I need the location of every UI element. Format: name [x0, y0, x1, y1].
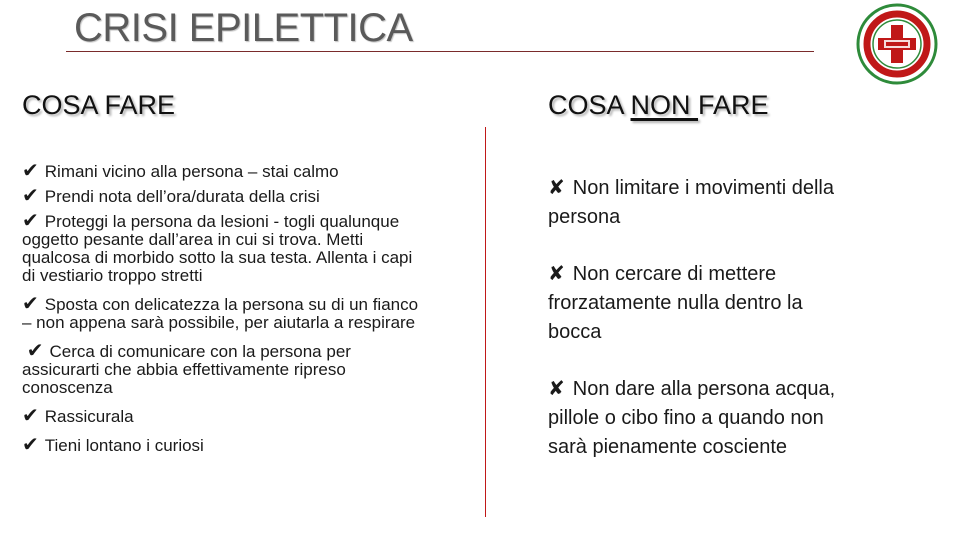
- list-item: [22, 407, 422, 426]
- list-item: [548, 174, 848, 232]
- title-divider: [66, 51, 814, 52]
- list-item: [22, 436, 422, 455]
- dont-item-text: Non cercare di mettere frorzatamente nulla dentro la bocca: [548, 263, 803, 343]
- list-item: [22, 212, 422, 285]
- organization-logo-icon: [856, 3, 938, 85]
- list-item: [22, 295, 422, 332]
- check-icon: ✔: [22, 160, 39, 182]
- do-list: [22, 162, 422, 461]
- do-item-text: Sposta con delicatezza la persona su di un fianco – non appena sarà possibile, per aiutarla a respirare: [22, 295, 419, 332]
- cross-icon: ✘: [548, 378, 565, 400]
- dont-item-text: Non dare alla persona acqua, pillole o cibo fino a quando non sarà pienamente cosciente: [548, 378, 836, 458]
- do-item-text: Proteggi la persona da lesioni - togli qualunque oggetto pesante dall’area in cui si trova. Metti qualcosa di morbido sotto la sua testa. Allenta i capi di vestiario troppo stretti: [22, 212, 413, 285]
- do-item-text: Tieni lontano i curiosi: [44, 436, 204, 455]
- list-item: [548, 375, 848, 462]
- do-item-text: Cerca di comunicare con la persona per assicurarti che abbia effettivamente ripreso conoscenza: [22, 342, 351, 397]
- dont-heading-prefix: COSA: [548, 90, 631, 120]
- do-item-text: Rassicurala: [44, 407, 134, 426]
- dont-list: [548, 174, 848, 490]
- check-icon: ✔: [22, 210, 39, 232]
- list-item: [548, 260, 848, 347]
- check-icon: ✔: [22, 405, 39, 427]
- dont-heading-emphasis: NON: [630, 90, 699, 120]
- list-item: [22, 162, 422, 181]
- page-title: CRISI EPILETTICA: [74, 6, 413, 50]
- do-heading: COSA FARE: [22, 90, 176, 120]
- check-icon: ✔: [22, 434, 39, 456]
- check-icon: ✔: [22, 293, 39, 315]
- cross-icon: ✘: [548, 177, 565, 199]
- check-icon: ✔: [22, 185, 39, 207]
- do-item-text: Rimani vicino alla persona – stai calmo: [44, 162, 339, 181]
- cross-icon: ✘: [548, 263, 565, 285]
- list-item: [22, 187, 422, 206]
- dont-heading-suffix: FARE: [698, 90, 769, 120]
- list-item: [22, 342, 422, 397]
- dont-item-text: Non limitare i movimenti della persona: [548, 177, 834, 228]
- column-divider: [485, 127, 486, 517]
- do-item-text: Prendi nota dell’ora/durata della crisi: [44, 187, 320, 206]
- dont-heading: [548, 90, 769, 121]
- check-icon: ✔: [26, 340, 44, 362]
